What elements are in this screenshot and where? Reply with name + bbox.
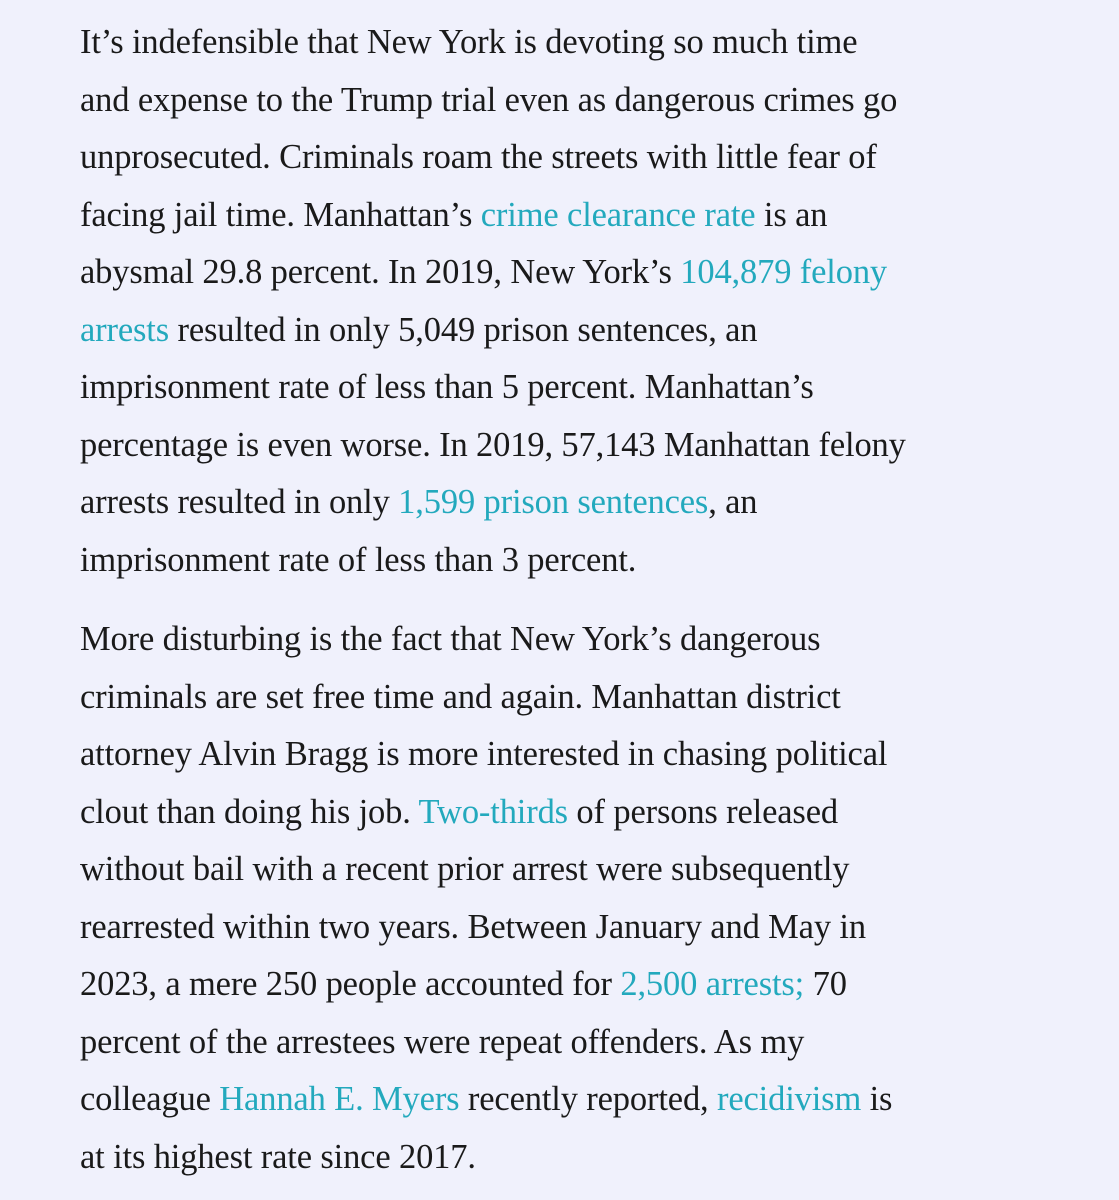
text-segment: is an	[755, 195, 828, 234]
text-line	[80, 784, 1080, 842]
text-segment: imprisonment rate of less than 5 percent. Manhattan’s	[80, 368, 814, 406]
text-line	[80, 841, 1080, 899]
text-segment: arrests resulted in only	[80, 483, 399, 521]
text-segment: , an	[708, 483, 758, 521]
text-segment: without bail with a recent prior arrest were subsequently	[80, 850, 850, 888]
text-segment: More disturbing is the fact that New York’s dangerous	[80, 620, 821, 658]
text-segment: is	[861, 1080, 893, 1118]
text-line	[80, 474, 1080, 532]
inline-link[interactable]: Hannah E. Myers	[219, 1080, 460, 1118]
inline-link[interactable]: 2,500 arrests;	[620, 965, 805, 1003]
text-segment: percent of the arrestees were repeat offenders. As my	[80, 1022, 805, 1061]
text-line	[80, 302, 1080, 360]
paragraph-2	[80, 611, 1080, 1186]
text-line	[80, 1129, 1080, 1187]
text-line	[80, 72, 1080, 130]
text-line	[80, 1014, 1080, 1072]
text-segment: 2023, a mere 250 people accounted for	[80, 965, 621, 1003]
text-segment: colleague	[80, 1080, 220, 1118]
text-line	[80, 669, 1080, 727]
text-line	[80, 611, 1080, 669]
text-line	[80, 359, 1080, 417]
text-segment: resulted in only 5,049 prison sentences, an	[169, 310, 758, 349]
inline-link[interactable]: arrests	[80, 310, 169, 349]
text-segment: rearrested within two years. Between January and May in	[80, 907, 866, 946]
text-line	[80, 417, 1080, 475]
text-segment: criminals are set free time and again. Manhattan district	[80, 677, 841, 716]
text-line	[80, 956, 1080, 1014]
text-segment: attorney Alvin Bragg is more interested in chasing political	[80, 735, 888, 773]
text-segment: percentage is even worse. In 2019, 57,143 Manhattan felony	[80, 425, 906, 464]
text-segment: of persons released	[567, 792, 838, 831]
paragraph-1	[80, 14, 1080, 589]
inline-link[interactable]: crime clearance rate	[480, 195, 756, 234]
text-line	[80, 726, 1080, 784]
inline-link[interactable]: 104,879 felony	[680, 253, 888, 291]
text-line	[80, 187, 1080, 245]
text-line	[80, 244, 1080, 302]
text-line	[80, 129, 1080, 187]
text-segment: abysmal 29.8 percent. In 2019, New York’s	[80, 253, 681, 291]
inline-link[interactable]: 1,599 prison sentences	[398, 483, 709, 521]
text-segment: facing jail time. Manhattan’s	[80, 195, 481, 234]
inline-link[interactable]: Two-thirds	[418, 792, 568, 831]
text-segment: and expense to the Trump trial even as dangerous crimes go	[80, 80, 898, 119]
inline-link[interactable]: recidivism	[717, 1080, 862, 1118]
text-segment: 70	[804, 965, 847, 1003]
text-line	[80, 899, 1080, 957]
text-segment: recently reported,	[459, 1080, 717, 1118]
text-segment: at its highest rate since 2017.	[80, 1137, 476, 1176]
text-line	[80, 532, 1080, 590]
text-line	[80, 1071, 1080, 1129]
text-segment: imprisonment rate of less than 3 percent.	[80, 540, 637, 579]
text-segment: It’s indefensible that New York is devoting so much time	[80, 23, 858, 61]
text-segment: clout than doing his job.	[80, 792, 419, 831]
article-body	[80, 14, 1080, 1186]
text-segment: unprosecuted. Criminals roam the streets with little fear of	[80, 138, 877, 176]
text-line	[80, 14, 1080, 72]
